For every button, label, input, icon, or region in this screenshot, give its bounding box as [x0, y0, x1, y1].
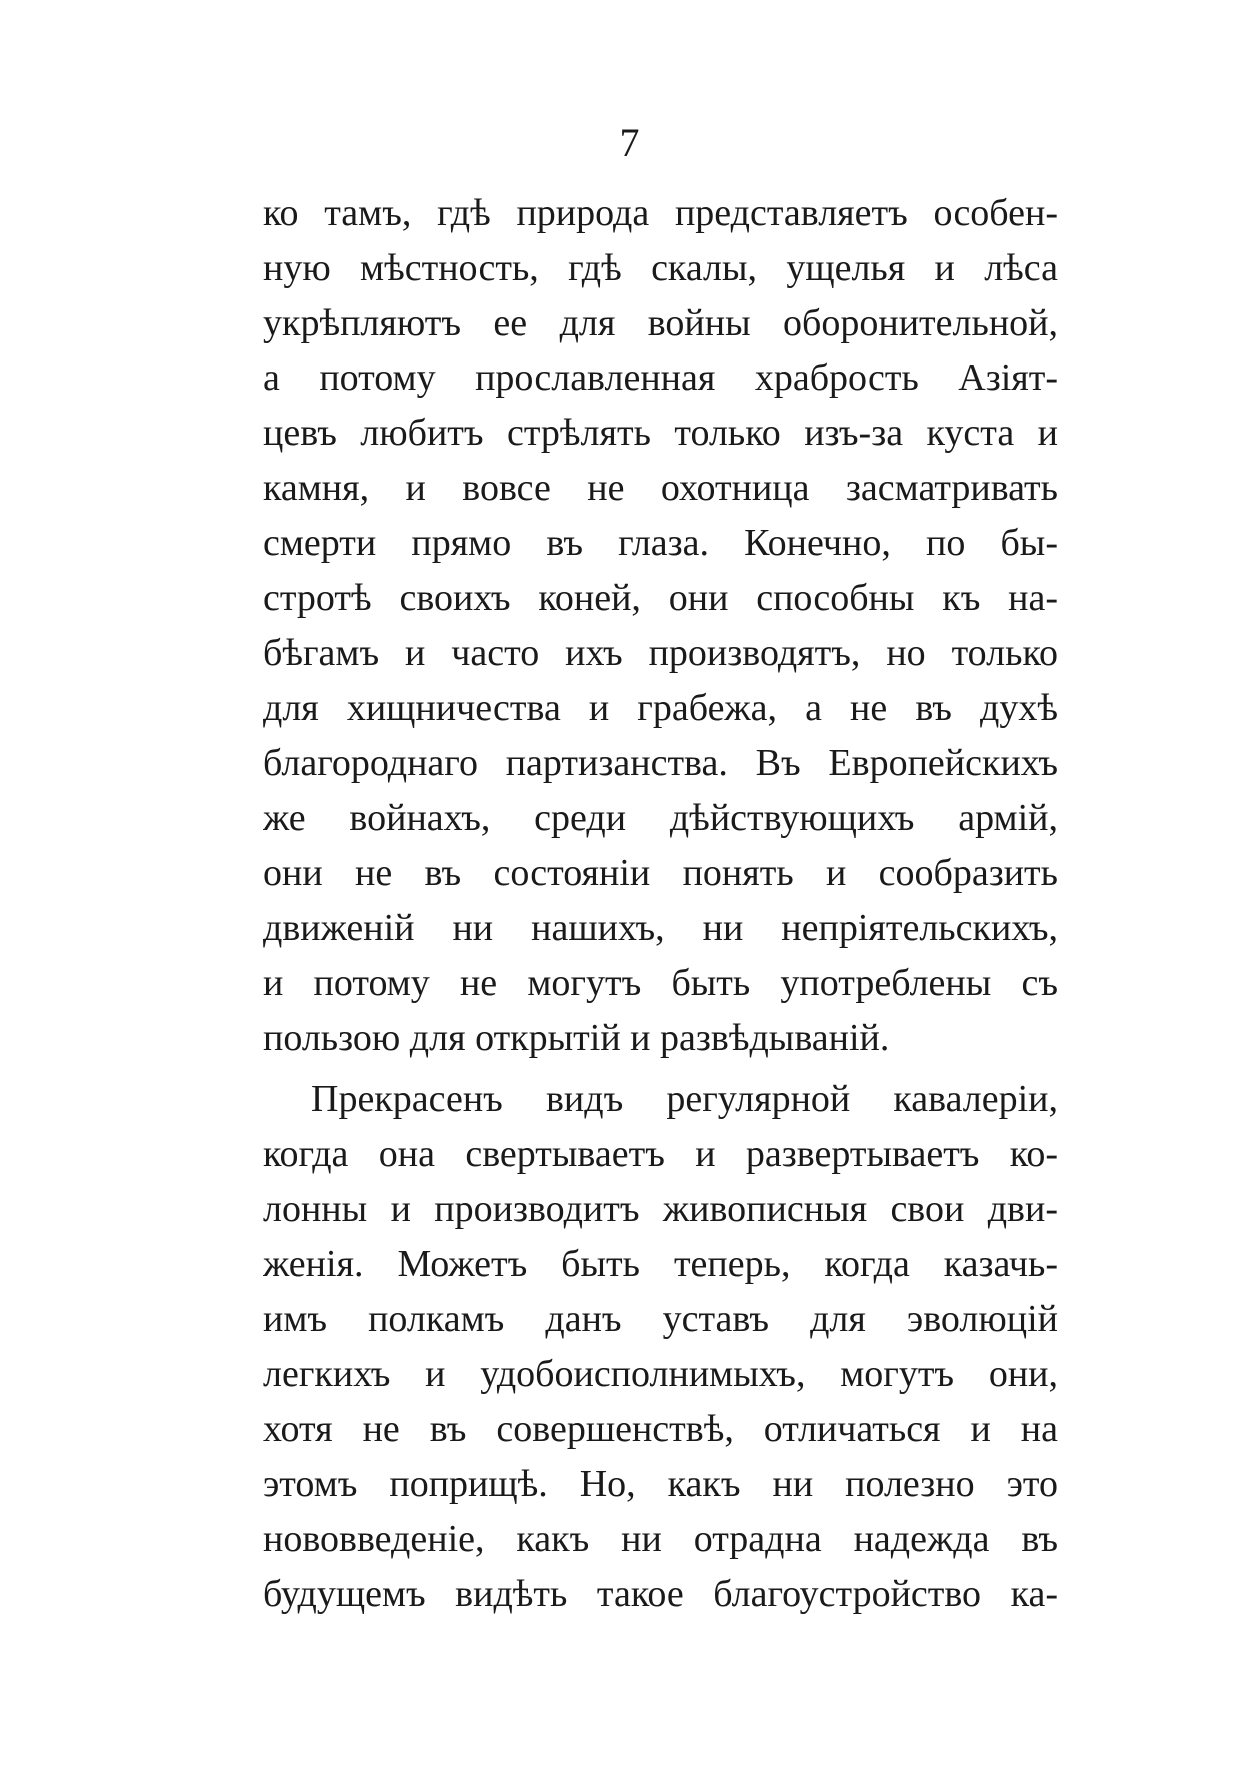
text-line: имъ полкамъ данъ уставъ для эволюцій — [263, 1298, 1058, 1340]
text-line: ную мѣстность, гдѣ скалы, ущелья и лѣса — [263, 247, 1058, 289]
text-line: укрѣпляютъ ее для войны оборонительной, — [263, 302, 1058, 344]
text-line: этомъ поприщѣ. Но, какъ ни полезно это — [263, 1463, 1058, 1505]
paragraph-1 — [263, 186, 1058, 1066]
body-text — [263, 186, 1058, 1622]
text-line: легкихъ и удобоисполнимыхъ, могутъ они, — [263, 1353, 1058, 1395]
text-line: когда она свертываетъ и развертываетъ ко- — [263, 1133, 1058, 1175]
text-line: лонны и производитъ живописныя свои дви- — [263, 1188, 1058, 1230]
text-line: они не въ состояніи понять и сообразить — [263, 852, 1058, 894]
text-line: благороднаго партизанства. Въ Европейскихъ — [263, 742, 1058, 784]
text-line: цевъ любитъ стрѣлять только изъ-за куста и — [263, 412, 1058, 454]
paragraph-2 — [263, 1072, 1058, 1622]
text-line: пользою для открытій и развѣдываній. — [263, 1017, 890, 1059]
text-line: а потому прославленная храбрость Азіят- — [263, 357, 1058, 399]
text-line: бѣгамъ и часто ихъ производятъ, но только — [263, 632, 1058, 674]
text-line: ко тамъ, гдѣ природа представляетъ особен- — [263, 192, 1058, 234]
text-line: же войнахъ, среди дѣйствующихъ армій, — [263, 797, 1058, 839]
page-number: 7 — [619, 120, 640, 165]
text-line: смерти прямо въ глаза. Конечно, по бы- — [263, 522, 1058, 564]
text-line: для хищничества и грабежа, а не въ духѣ — [263, 687, 1058, 729]
text-line: камня, и вовсе не охотница засматривать — [263, 467, 1058, 509]
text-line: женія. Можетъ быть теперь, когда казачь- — [263, 1243, 1058, 1285]
text-line: стротѣ своихъ коней, они способны къ на- — [263, 577, 1058, 619]
text-line: и потому не могутъ быть употреблены съ — [263, 962, 1058, 1004]
text-line: хотя не въ совершенствѣ, отличаться и на — [263, 1408, 1058, 1450]
text-line: движеній ни нашихъ, ни непріятельскихъ, — [263, 907, 1058, 949]
text-line: нововведеніе, какъ ни отрадна надежда въ — [263, 1518, 1058, 1560]
text-line: будущемъ видѣть такое благоустройство ка- — [263, 1573, 1058, 1615]
text-line: Прекрасенъ видъ регулярной кавалеріи, — [311, 1078, 1058, 1120]
